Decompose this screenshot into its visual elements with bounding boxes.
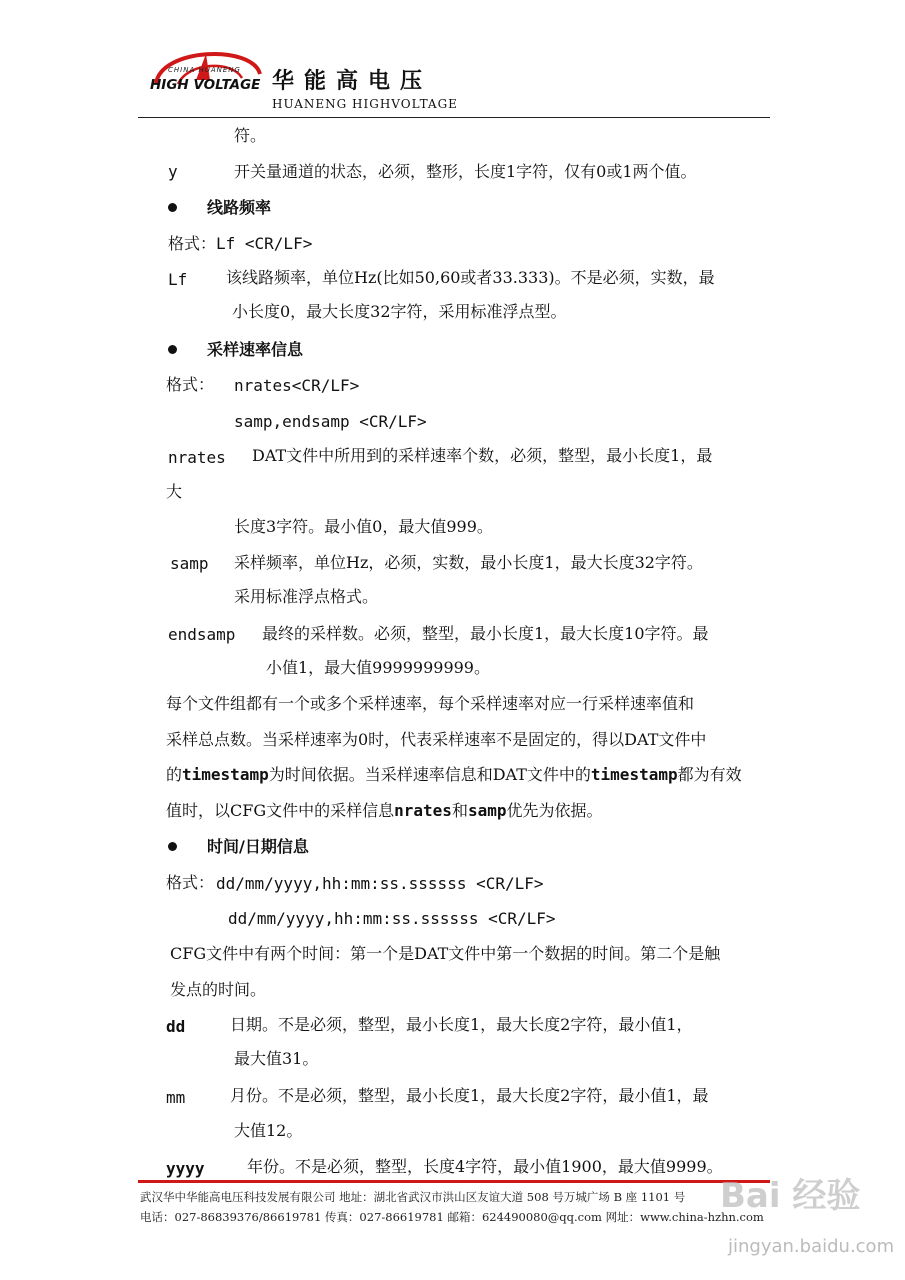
paragraph-line-4: 值时，以CFG文件中的采样信息nrates和samp优先为依据。 (166, 801, 603, 820)
field-desc-nrates-wrap: 大 (166, 482, 183, 501)
field-desc-endsamp-1: 最终的采样数。必须，整型，最小长度1，最大长度10字符。最 (262, 624, 709, 643)
header-divider (138, 117, 770, 118)
field-desc-mm-1: 月份。不是必须，整型，最小长度1，最大长度2字符，最小值1，最 (230, 1086, 709, 1105)
format-line-lf: 格式：Lf <CR/LF> (168, 234, 313, 253)
field-desc-lf-2: 小长度0，最大长度32字符，采用标准浮点型。 (232, 302, 567, 321)
footer-address: 武汉华中华能高电压科技发展有限公司 地址：湖北省武汉市洪山区友谊大道 508 号万城广场 B 座 1101 号 (140, 1190, 686, 1204)
paragraph-line-2: 采样总点数。当采样速率为0时，代表采样速率不是固定的，得以DAT文件中 (166, 730, 707, 749)
section-heading-sample-rate: 采样速率信息 (207, 340, 304, 359)
footer-divider (138, 1180, 770, 1183)
field-desc-yyyy: 年份。不是必须，整型，长度4字符，最小值1900，最大值9999。 (247, 1157, 723, 1176)
logo-text: HIGH VOLTAGE (150, 77, 261, 93)
field-desc-dd-2: 最大值31。 (234, 1049, 319, 1068)
format-line-samp: samp,endsamp <CR/LF> (234, 412, 427, 431)
field-label-nrates: nrates (168, 448, 226, 467)
bullet-icon (168, 203, 177, 212)
field-desc-lf-1: 该线路频率，单位Hz(比如50,60或者33.333)。不是必须，实数，最 (226, 268, 715, 287)
field-label-samp: samp (170, 554, 209, 573)
bullet-icon (168, 842, 177, 851)
format-line-time-2: dd/mm/yyyy,hh:mm:ss.ssssss <CR/LF> (228, 909, 556, 928)
format-line-nrates: nrates<CR/LF> (234, 376, 360, 395)
field-desc-nrates-2: 长度3字符。最小值0，最大值999。 (234, 517, 493, 536)
logo-tagline: CHINA HUANENG (168, 66, 241, 74)
format-label-time: 格式： (166, 873, 215, 892)
format-line-time-1: dd/mm/yyyy,hh:mm:ss.ssssss <CR/LF> (216, 874, 544, 893)
paragraph-line-1: 每个文件组都有一个或多个采样速率，每个采样速率对应一行采样速率值和 (166, 694, 695, 713)
footer-contact: 电话：027-86839376/86619781 传真：027-86619781 邮箱：624490080@qq.com 网址：www.china-hzhn.com (140, 1210, 764, 1224)
baidu-watermark-logo: Bai 经验 (720, 1176, 861, 1216)
continued-text: 符。 (234, 126, 267, 145)
field-label-lf: Lf (168, 270, 188, 289)
cfg-desc-line-2: 发点的时间。 (170, 980, 267, 999)
field-desc-endsamp-2: 小值1，最大值9999999999。 (266, 658, 490, 677)
bullet-icon (168, 345, 177, 354)
field-desc-y: 开关量通道的状态，必须，整形，长度1字符，仅有0或1两个值。 (234, 162, 697, 181)
company-name-cn: 华能高电压 (272, 69, 433, 94)
section-heading-time-date: 时间/日期信息 (207, 837, 309, 856)
baidu-watermark-url: jingyan.baidu.com (728, 1236, 895, 1257)
cfg-desc-line-1: CFG文件中有两个时间：第一个是DAT文件中第一个数据的时间。第二个是触 (170, 944, 721, 963)
field-desc-dd-1: 日期。不是必须，整型，最小长度1，最大长度2字符，最小值1， (230, 1015, 693, 1034)
paragraph-line-3: 的timestamp为时间依据。当采样速率信息和DAT文件中的timestamp都为有效 (166, 765, 742, 784)
field-label-endsamp: endsamp (168, 625, 236, 644)
field-desc-samp-1: 采样频率，单位Hz，必须，实数，最小长度1，最大长度32字符。 (234, 553, 703, 572)
company-name-en: HUANENG HIGHVOLTAGE (272, 97, 458, 111)
field-label-y: y (168, 162, 178, 181)
format-label-nrates: 格式： (166, 375, 215, 394)
section-heading-line-frequency: 线路频率 (207, 198, 272, 217)
field-label-yyyy: yyyy (166, 1159, 205, 1178)
field-label-dd: dd (166, 1017, 186, 1036)
field-desc-mm-2: 大值12。 (234, 1121, 303, 1140)
field-label-mm: mm (166, 1088, 186, 1107)
field-desc-nrates-1: DAT文件中所用到的采样速率个数，必须，整型，最小长度1，最 (252, 446, 713, 465)
field-desc-samp-2: 采用标准浮点格式。 (234, 587, 379, 606)
